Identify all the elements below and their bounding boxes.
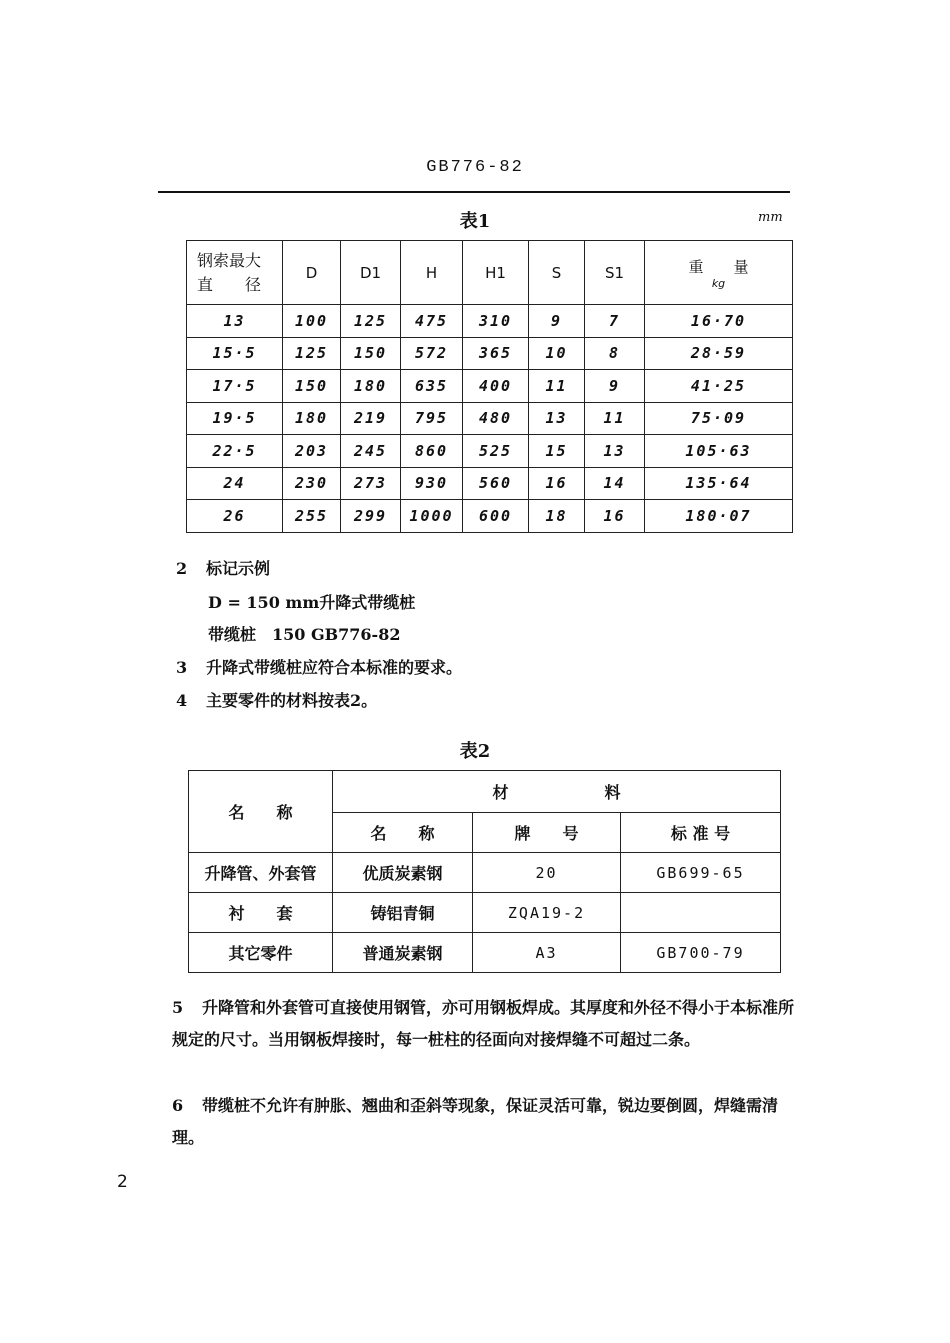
- section-text: 主要零件的材料按表2。: [206, 691, 378, 710]
- table-cell: 16·70: [645, 305, 793, 338]
- paragraph-text: 带缆桩不允许有肿胀、翘曲和歪斜等现象，保证灵活可靠，锐边要倒圆，焊缝需清理。: [172, 1096, 779, 1147]
- table-cell: 17·5: [187, 370, 283, 403]
- table-cell: GB700-79: [621, 933, 781, 973]
- subheader-material-name: 名 称: [333, 813, 473, 853]
- table-cell: 9: [529, 305, 585, 338]
- table-cell: 铸铝青铜: [333, 893, 473, 933]
- table-cell: 10: [529, 337, 585, 370]
- table-cell: 15·5: [187, 337, 283, 370]
- table-row: [189, 893, 781, 933]
- table-cell: 150: [341, 337, 401, 370]
- table-cell: 180: [341, 370, 401, 403]
- table-cell: 125: [341, 305, 401, 338]
- table-cell: 203: [283, 435, 341, 468]
- table-cell: 100: [283, 305, 341, 338]
- table-cell: 8: [585, 337, 645, 370]
- table-row: [187, 370, 793, 403]
- table-cell: 310: [463, 305, 529, 338]
- table-cell: 升降管、外套管: [189, 853, 333, 893]
- table-row: [187, 337, 793, 370]
- table-cell: 860: [401, 435, 463, 468]
- paragraph-number: 6: [172, 1096, 184, 1115]
- document-code-header: GB776-82: [426, 158, 524, 177]
- table-cell: 11: [585, 402, 645, 435]
- table1-title: 表1: [459, 211, 491, 232]
- table-cell: 480: [463, 402, 529, 435]
- table-cell: 135·64: [645, 467, 793, 500]
- header-H1: H1: [463, 241, 529, 305]
- table-cell: 150: [283, 370, 341, 403]
- table-cell: 16: [585, 500, 645, 533]
- marking-example-line2: 带缆桩 150 GB776-82: [208, 625, 401, 644]
- table-cell: 28·59: [645, 337, 793, 370]
- header-cable-diameter-line1: 钢索最大: [197, 250, 262, 270]
- table-cell: 13: [529, 402, 585, 435]
- table-row: [189, 933, 781, 973]
- table-row: [187, 500, 793, 533]
- header-D1: D1: [341, 241, 401, 305]
- table-cell: 180·07: [645, 500, 793, 533]
- table-cell: 795: [401, 402, 463, 435]
- section-3: [176, 655, 462, 678]
- header-H: H: [401, 241, 463, 305]
- table-cell: 475: [401, 305, 463, 338]
- section-title: 标记示例: [206, 559, 271, 578]
- table-cell: A3: [473, 933, 621, 973]
- header-S1: S1: [585, 241, 645, 305]
- header-weight-unit: kg: [711, 276, 726, 290]
- marking-example-line1: D = 150 mm升降式带缆桩: [208, 593, 416, 612]
- table-cell: 635: [401, 370, 463, 403]
- section-2-heading: [176, 556, 270, 579]
- table-cell: 14: [585, 467, 645, 500]
- table-cell: 365: [463, 337, 529, 370]
- subheader-standard: 标 准 号: [621, 813, 781, 853]
- table1-unit: mm: [758, 210, 783, 225]
- table-cell: 优质炭素钢: [333, 853, 473, 893]
- section-number: 4: [176, 691, 188, 710]
- header-cable-diameter: [187, 241, 283, 305]
- table-cell: 衬 套: [189, 893, 333, 933]
- table-cell: 13: [585, 435, 645, 468]
- table-row: [187, 435, 793, 468]
- table-cell: 219: [341, 402, 401, 435]
- table-cell: 26: [187, 500, 283, 533]
- table-cell: 273: [341, 467, 401, 500]
- table-cell: 572: [401, 337, 463, 370]
- table-cell: 24: [187, 467, 283, 500]
- table-cell: 930: [401, 467, 463, 500]
- table-cell: 15: [529, 435, 585, 468]
- table-cell: 525: [463, 435, 529, 468]
- table-cell: 400: [463, 370, 529, 403]
- table-cell: ZQA19-2: [473, 893, 621, 933]
- section-number: 2: [176, 559, 188, 578]
- table-cell: 105·63: [645, 435, 793, 468]
- table-cell: 255: [283, 500, 341, 533]
- table-cell: [621, 893, 781, 933]
- section-text: 升降式带缆桩应符合本标准的要求。: [206, 658, 463, 677]
- header-cable-diameter-line2: 直 径: [197, 274, 262, 294]
- header-rule: [158, 191, 790, 193]
- subheader-grade: 牌 号: [473, 813, 621, 853]
- table-cell: 20: [473, 853, 621, 893]
- table-cell: 普通炭素钢: [333, 933, 473, 973]
- table-cell: 299: [341, 500, 401, 533]
- table2-title: 表2: [459, 741, 491, 762]
- header-material: 材 料: [333, 771, 781, 813]
- header-weight-label: 重 量: [688, 257, 749, 276]
- table-cell: 19·5: [187, 402, 283, 435]
- table-cell: 75·09: [645, 402, 793, 435]
- section-4: [176, 688, 377, 711]
- table-cell: 13: [187, 305, 283, 338]
- table-row: [189, 853, 781, 893]
- header-S: S: [529, 241, 585, 305]
- table-cell: 16: [529, 467, 585, 500]
- material-table: [188, 770, 781, 973]
- header-part-name: 名 称: [189, 771, 333, 853]
- table-cell: 1000: [401, 500, 463, 533]
- header-weight: [645, 241, 793, 305]
- table-cell: 41·25: [645, 370, 793, 403]
- table-row: [187, 402, 793, 435]
- table-cell: 7: [585, 305, 645, 338]
- paragraph-5: [172, 992, 800, 1056]
- table-cell: 其它零件: [189, 933, 333, 973]
- table-cell: 11: [529, 370, 585, 403]
- table2-header-row: [189, 771, 781, 813]
- table-cell: 125: [283, 337, 341, 370]
- header-D: D: [283, 241, 341, 305]
- table-cell: 22·5: [187, 435, 283, 468]
- table-cell: 18: [529, 500, 585, 533]
- table-cell: 230: [283, 467, 341, 500]
- table-cell: GB699-65: [621, 853, 781, 893]
- table-cell: 245: [341, 435, 401, 468]
- section-number: 3: [176, 658, 188, 677]
- table-cell: 560: [463, 467, 529, 500]
- table-cell: 600: [463, 500, 529, 533]
- paragraph-number: 5: [172, 998, 184, 1017]
- paragraph-6: [172, 1090, 800, 1154]
- table-row: [187, 467, 793, 500]
- paragraph-text: 升降管和外套管可直接使用钢管，亦可用钢板焊成。其厚度和外径不得小于本标准所规定的尺寸。当用钢板焊接时，每一桩柱的径面向对接焊缝不可超过二条。: [172, 998, 795, 1049]
- page-number: 2: [117, 1172, 128, 1192]
- table1-header-row: [187, 241, 793, 305]
- table-cell: 9: [585, 370, 645, 403]
- table-row: [187, 305, 793, 338]
- dimension-table: [186, 240, 793, 533]
- table-cell: 180: [283, 402, 341, 435]
